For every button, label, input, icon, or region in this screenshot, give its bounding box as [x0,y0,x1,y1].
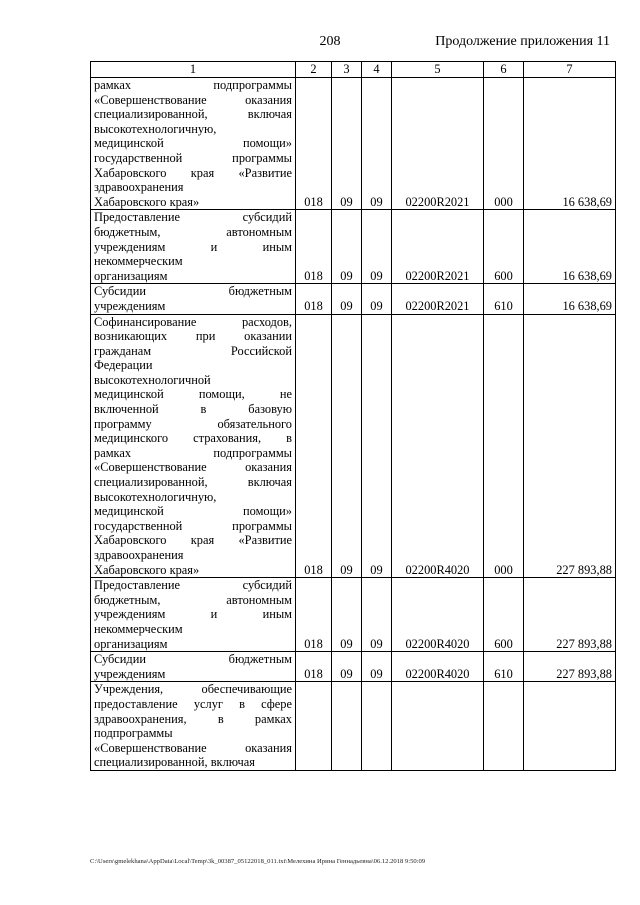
table-body [91,78,616,771]
description-line: гражданам Российской [94,343,292,358]
description-line: государственной программы [94,518,292,533]
description-line: «Совершенствование оказания [94,92,292,107]
section-code: 09 [332,578,362,652]
target-article-code: 02200R2021 [392,210,484,284]
description-line: здравоохранения, в рамках [94,711,292,726]
description-line: Хабаровского края «Развитие [94,165,292,180]
chapter-code: 018 [296,578,332,652]
table-row [91,578,616,652]
subsection-code: 09 [362,210,392,284]
amount-value [524,682,616,771]
description-line: медицинской помощи» [94,504,292,519]
description-line: специализированной, включая [94,475,292,490]
description-line: Предоставление субсидий [94,210,292,225]
row-description [91,578,296,652]
description-line: государственной программы [94,150,292,165]
expense-type-code: 600 [484,578,524,652]
description-line: медицинской помощи, не [94,387,292,402]
section-code: 09 [332,284,362,314]
chapter-code: 018 [296,314,332,578]
expense-type-code: 610 [484,652,524,682]
row-description [91,652,296,682]
table-header-row [91,62,616,78]
target-article-code: 02200R2021 [392,284,484,314]
expense-type-code [484,682,524,771]
column-header: 1 [91,62,296,78]
row-description [91,210,296,284]
column-header: 6 [484,62,524,78]
table-row [91,314,616,578]
section-code: 09 [332,652,362,682]
description-line: Учреждения, обеспечивающие [94,682,292,697]
description-line: высокотехнологичной [94,372,211,387]
amount-value: 227 893,88 [524,578,616,652]
description-line: возникающих при оказании [94,329,292,344]
chapter-code: 018 [296,652,332,682]
table-row [91,284,616,314]
description-line: учреждениям и иным [94,239,292,254]
description-line: медицинского страхования, в [94,431,292,446]
subsection-code: 09 [362,284,392,314]
description-line: программу обязательного [94,416,292,431]
subsection-code: 09 [362,652,392,682]
target-article-code: 02200R4020 [392,314,484,578]
subsection-code [362,682,392,771]
section-code [332,682,362,771]
subsection-code: 09 [362,78,392,210]
chapter-code: 018 [296,210,332,284]
description-line: учреждениям [94,298,166,313]
description-line: рамках подпрограммы [94,445,292,460]
description-line: специализированной, включая [94,107,292,122]
section-code: 09 [332,314,362,578]
expense-type-code: 000 [484,78,524,210]
description-line: Хабаровского края» [94,194,200,209]
description-line: организациям [94,636,168,651]
column-header: 4 [362,62,392,78]
description-line: некоммерческим [94,254,183,269]
description-line: здравоохранения [94,180,184,195]
table-row [91,652,616,682]
description-line: подпрограммы [94,726,173,741]
column-header: 5 [392,62,484,78]
amount-value: 16 638,69 [524,78,616,210]
description-line: медицинской помощи» [94,136,292,151]
description-line: Субсидии бюджетным [94,652,292,667]
table-row [91,210,616,284]
description-line: здравоохранения [94,548,184,562]
budget-table [90,61,616,771]
subsection-code: 09 [362,578,392,652]
expense-type-code: 610 [484,284,524,314]
expense-type-code: 600 [484,210,524,284]
description-line: «Совершенствование оказания [94,460,292,475]
row-description [91,682,296,771]
description-line: высокотехнологичную, [94,489,217,504]
chapter-code [296,682,332,771]
column-header: 7 [524,62,616,78]
description-line: предоставление услуг в сфере [94,696,292,711]
chapter-code: 018 [296,78,332,210]
description-line: Субсидии бюджетным [94,284,292,299]
row-description [91,314,296,578]
description-line: бюджетным, автономным [94,224,292,239]
target-article-code: 02200R2021 [392,78,484,210]
table-row [91,682,616,771]
footer-file-path: C:\Users\gmelekhana\AppData\Local\Temp\3k_00387_05122018_011.txt\Мелехина Ирина Геннадьевна\06.12.2018 9:50:09 [90,858,426,865]
description-line: Предоставление субсидий [94,578,292,593]
description-line: Хабаровского края» [94,562,200,577]
description-line: некоммерческим [94,621,183,636]
description-line: учреждениям [94,666,166,681]
column-header: 3 [332,62,362,78]
description-line: организациям [94,268,168,283]
description-line: Федерации [94,358,153,373]
target-article-code [392,682,484,771]
row-description [91,284,296,314]
section-code: 09 [332,210,362,284]
description-line: Софинансирование расходов, [94,314,292,329]
page-number: 208 [319,34,341,49]
description-line: «Совершенствование оказания [94,740,292,755]
appendix-caption: Продолжение приложения 11 [435,34,610,49]
subsection-code: 09 [362,314,392,578]
row-description [91,78,296,210]
description-line: учреждениям и иным [94,607,292,622]
column-header: 2 [296,62,332,78]
description-line: рамках подпрограммы [94,78,292,92]
amount-value: 16 638,69 [524,284,616,314]
description-line: специализированной, включая [94,755,255,770]
description-line: высокотехнологичную, [94,121,217,136]
section-code: 09 [332,78,362,210]
chapter-code: 018 [296,284,332,314]
amount-value: 16 638,69 [524,210,616,284]
target-article-code: 02200R4020 [392,652,484,682]
description-line: бюджетным, автономным [94,592,292,607]
description-line: включенной в базовую [94,402,292,417]
description-line: Хабаровского края «Развитие [94,533,292,548]
amount-value: 227 893,88 [524,314,616,578]
table-row [91,78,616,210]
target-article-code: 02200R4020 [392,578,484,652]
expense-type-code: 000 [484,314,524,578]
amount-value: 227 893,88 [524,652,616,682]
